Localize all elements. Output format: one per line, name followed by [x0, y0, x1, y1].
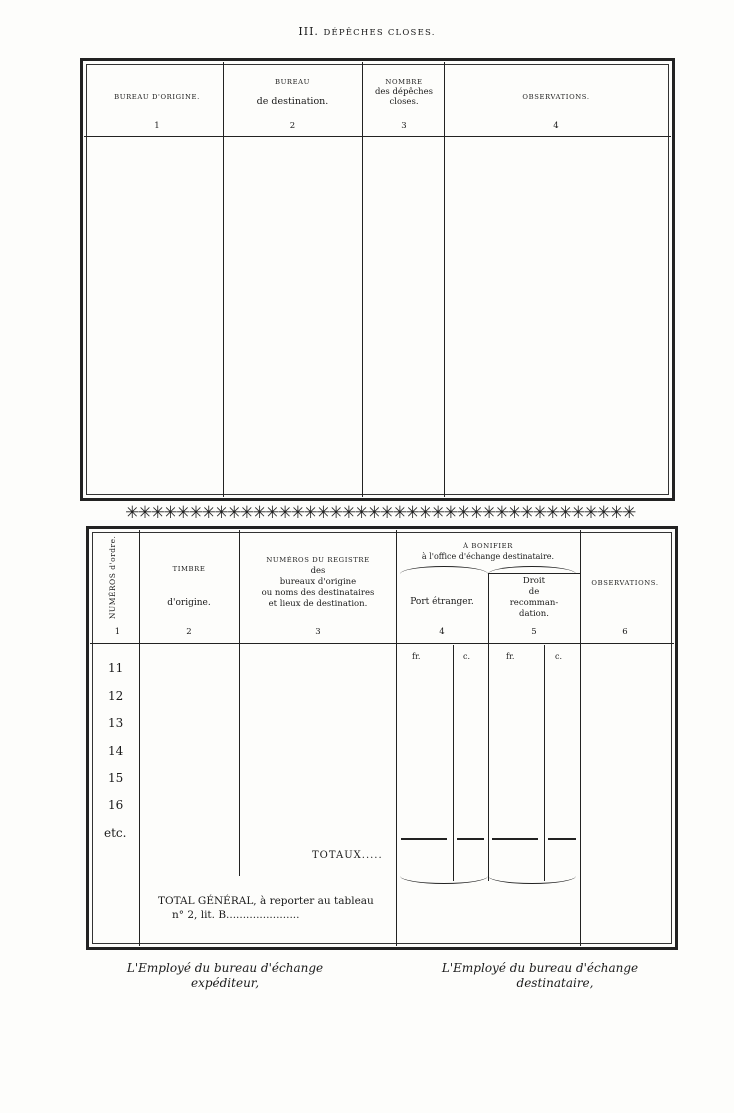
row-number-15: 15: [108, 771, 124, 785]
t2-group-header-line1: À BONIFIER: [463, 542, 513, 550]
t2-col2-header: d'origine.: [167, 598, 211, 608]
row-number-etc: etc.: [104, 826, 127, 840]
signature-right-line2: destinataire,: [516, 976, 594, 990]
t2-col3-number: 3: [315, 627, 321, 637]
t1-col2-header: de destination.: [256, 96, 329, 107]
t1-header-rule: [84, 136, 671, 137]
t2-col5-header-line3: recomman-: [509, 598, 559, 608]
row-number-11: 11: [108, 661, 124, 675]
t2-col-divider-2: [239, 530, 240, 876]
t2-col5-header-line4: dation.: [519, 609, 549, 619]
t2-col3-header-line5: et lieux de destination.: [268, 599, 368, 609]
t2-col4-cents-divider: [453, 645, 454, 881]
t2-col4-total-rule-c: [457, 838, 484, 840]
t2-col4-header: Port étranger.: [410, 597, 474, 607]
signature-left-line2: expéditeur,: [190, 976, 260, 990]
t1-col1-header: BUREAU D'ORIGINE.: [114, 93, 200, 101]
t2-col3-header-line2: des: [310, 566, 326, 576]
t2-col6-header: OBSERVATIONS.: [591, 579, 659, 587]
t2-header-rule: [90, 643, 674, 644]
row-number-16: 16: [108, 798, 124, 812]
t2-col5-total-rule-c: [548, 838, 576, 840]
t2-col5-fr: fr.: [506, 652, 515, 661]
t2-col4-number: 4: [439, 627, 445, 637]
page-title: [0, 25, 734, 38]
t1-col3-header-sc: NOMBRE: [385, 78, 423, 86]
t2-col4-fr: fr.: [412, 652, 421, 661]
t1-col1-number: 1: [154, 121, 160, 131]
t2-col2-number: 2: [186, 627, 192, 637]
t2-col1-number: 1: [114, 627, 121, 637]
t2-col5-header-line1: Droit: [522, 576, 546, 586]
t1-col-divider-3: [444, 62, 445, 497]
title-text: DÉPÊCHES CLOSES.: [323, 28, 436, 38]
t1-col-divider-2: [362, 62, 363, 497]
ornament-border: ✳✳✳✳✳✳✳✳✳✳✳✳✳✳✳✳✳✳✳✳✳✳✳✳✳✳✳✳✳✳✳✳✳✳✳✳✳✳✳✳: [125, 503, 635, 523]
t2-col5-header-line2: de: [528, 587, 540, 597]
t2-group-header-line2: à l'office d'échange destinataire.: [421, 552, 555, 561]
t2-col4-c: c.: [463, 652, 471, 661]
t2-col6-number: 6: [622, 627, 628, 637]
t1-col2-number: 2: [289, 121, 296, 131]
t2-col-divider-3: [396, 530, 397, 946]
t2-col-divider-4: [488, 573, 489, 881]
total-general-line2: n° 2, lit. B......................: [172, 909, 300, 921]
t2-col3-header-line4: ou noms des destinataires: [261, 588, 375, 598]
t2-col1-header: NUMÉROS d'ordre.: [107, 535, 117, 620]
title-roman: III.: [298, 25, 319, 38]
t1-col-divider-1: [223, 62, 224, 497]
row-number-14: 14: [108, 744, 124, 758]
t2-col5-cents-divider: [544, 645, 545, 881]
t2-col-divider-5: [580, 530, 581, 946]
totaux-label: TOTAUX.....: [312, 850, 383, 861]
t2-col5-number: 5: [531, 627, 537, 637]
signature-left-line1: L'Employé du bureau d'échange: [126, 961, 324, 975]
t1-col3-header: des dépêches closes.: [374, 87, 434, 107]
total-general-line1: TOTAL GÉNÉRAL, à reporter au tableau: [158, 895, 374, 907]
row-number-12: 12: [108, 689, 124, 703]
signature-right-line1: L'Employé du bureau d'échange: [441, 961, 639, 975]
t2-col5-c: c.: [555, 652, 563, 661]
t1-col3-number: 3: [401, 121, 407, 131]
t2-group-subrule: [488, 573, 580, 574]
t1-col2-header-sc: BUREAU: [274, 78, 311, 86]
t2-col3-header-sc: NUMÉROS DU REGISTRE: [266, 556, 370, 564]
t2-col4-total-rule-fr: [401, 838, 447, 840]
t2-col3-header-line3: bureaux d'origine: [279, 577, 357, 587]
t2-col-divider-1: [139, 530, 140, 946]
t2-col2-header-sc: TIMBRE: [172, 565, 206, 573]
t1-col4-number: 4: [553, 121, 559, 131]
t2-col5-total-rule-fr: [492, 838, 538, 840]
row-number-13: 13: [108, 716, 124, 730]
t1-col4-header: OBSERVATIONS.: [522, 93, 590, 101]
